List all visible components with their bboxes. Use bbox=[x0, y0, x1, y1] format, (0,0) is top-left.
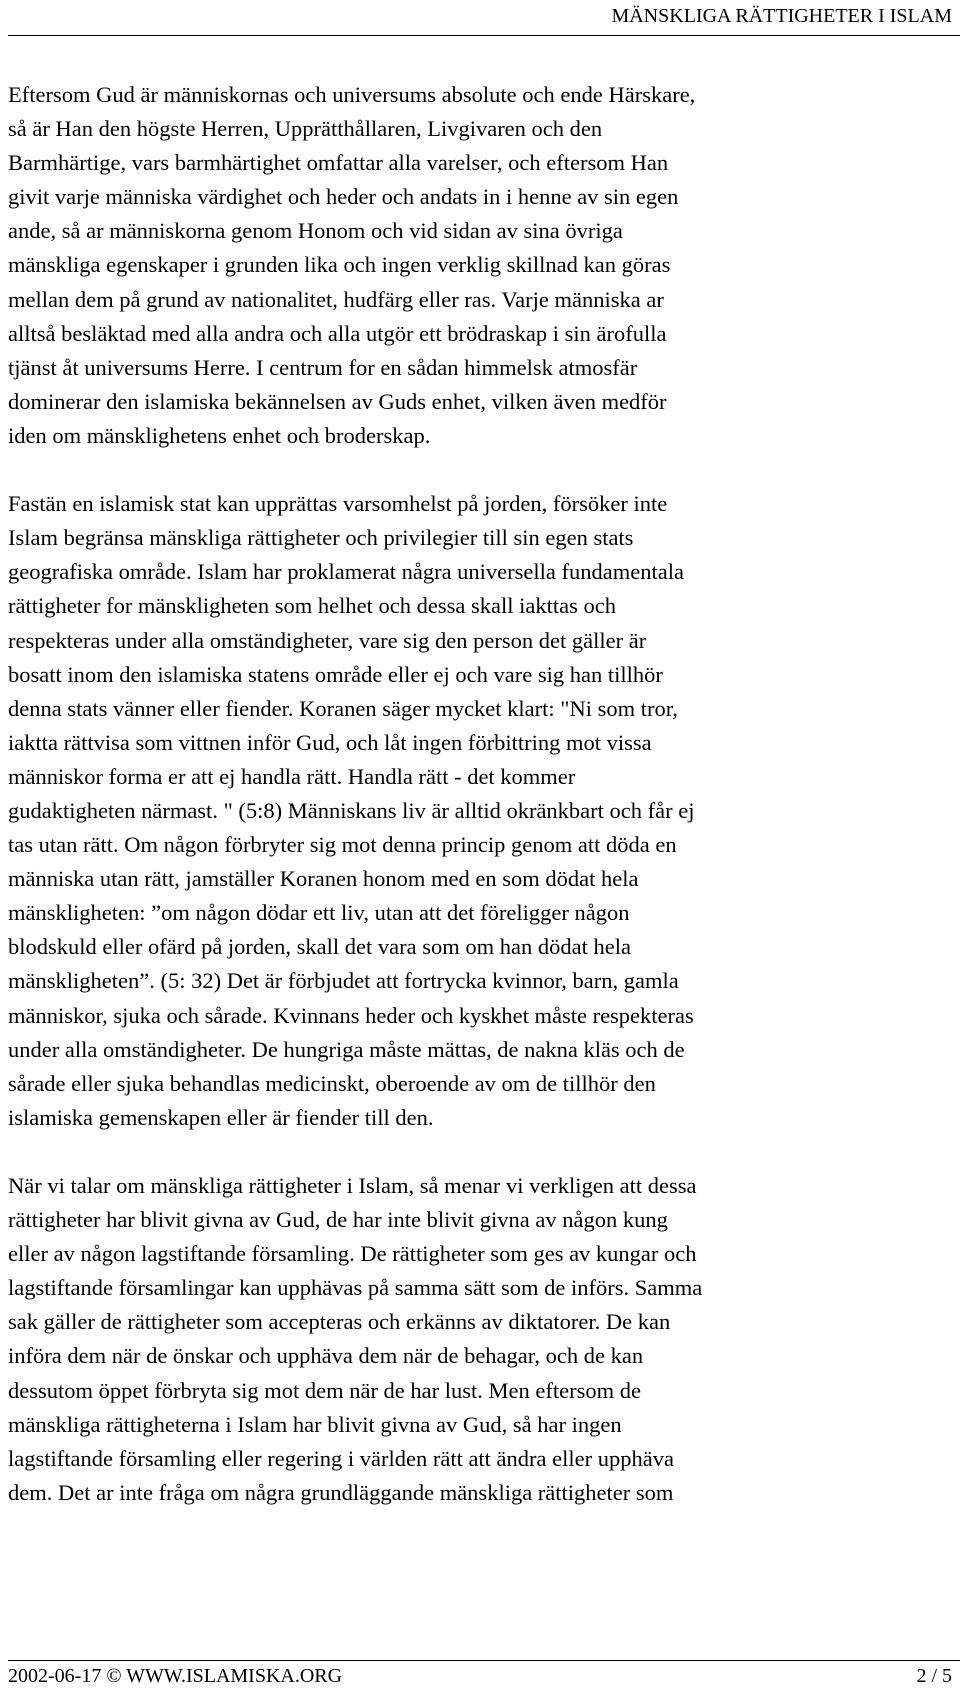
text-line: alltså besläktad med alla andra och alla utgör ett brödraskap i sin ärofulla bbox=[8, 320, 667, 346]
text-line: denna stats vänner eller fiender. Koranen säger mycket klart: "Ni som tror, bbox=[8, 695, 678, 721]
text-line: mänskliga egenskaper i grunden lika och ingen verklig skillnad kan göras bbox=[8, 252, 671, 278]
text-line: iden om mänsklighetens enhet och broderskap. bbox=[8, 422, 431, 448]
document-body bbox=[8, 78, 956, 1544]
text-line: sak gäller de rättigheter som accepteras och erkänns av diktatorer. De kan bbox=[8, 1309, 671, 1335]
text-line: islamiska gemenskapen eller är fiender till den. bbox=[8, 1104, 434, 1130]
text-line: Eftersom Gud är människornas och universums absolute och ende Härskare, bbox=[8, 82, 696, 107]
text-line: dessutom öppet förbryta sig mot dem när de har lust. Men eftersom de bbox=[8, 1377, 641, 1403]
text-line: rättigheter for mänskligheten som helhet och dessa skall iakttas och bbox=[8, 593, 616, 619]
text-line: mänskliga rättigheterna i Islam har blivit givna av Gud, så har ingen bbox=[8, 1411, 622, 1437]
text-line: mänskligheten”. (5: 32) Det är förbjudet att fortrycka kvinnor, barn, gamla bbox=[8, 968, 679, 994]
text-line: människor, sjuka och sårade. Kvinnans heder och kyskhet måste respekteras bbox=[8, 1002, 694, 1028]
text-line: iaktta rättvisa som vittnen inför Gud, och låt ingen förbittring mot vissa bbox=[8, 729, 652, 755]
page-number: 2 / 5 bbox=[916, 1665, 952, 1687]
text-line: rättigheter har blivit givna av Gud, de har inte blivit givna av någon kung bbox=[8, 1207, 668, 1233]
paragraph-3 bbox=[8, 1169, 956, 1510]
page-header bbox=[8, 2, 952, 30]
paragraph-2 bbox=[8, 487, 956, 1135]
text-line: människor forma er att ej handla rätt. Handla rätt - det kommer bbox=[8, 763, 576, 789]
text-line: tjänst åt universums Herre. I centrum for en sådan himmelsk atmosfär bbox=[8, 354, 638, 380]
text-line: bosatt inom den islamiska statens område eller ej och vare sig han tillhör bbox=[8, 661, 663, 687]
text-line: sårade eller sjuka behandlas medicinskt, oberoende av om de tillhör den bbox=[8, 1070, 656, 1096]
text-line: eller av någon lagstiftande församling. De rättigheter som ges av kungar och bbox=[8, 1241, 697, 1267]
text-line: ande, så ar människorna genom Honom och vid sidan av sina övriga bbox=[8, 218, 623, 244]
header-divider bbox=[8, 35, 960, 36]
text-line: människa utan rätt, jamställer Koranen honom med en som dödat hela bbox=[8, 866, 639, 892]
text-line: dominerar den islamiska bekännelsen av Guds enhet, vilken även medför bbox=[8, 388, 667, 414]
running-title: MÄNSKLIGA RÄTTIGHETER I ISLAM bbox=[611, 5, 952, 27]
paragraph-1 bbox=[8, 78, 956, 453]
text-line: givit varje människa värdighet och heder och andats in i henne av sin egen bbox=[8, 184, 679, 210]
text-line: gudaktigheten närmast. " (5:8) Människans liv är alltid okränkbart och får ej bbox=[8, 797, 695, 823]
text-line: införa dem när de önskar och upphäva dem när de behagar, och de kan bbox=[8, 1343, 644, 1369]
text-line: så är Han den högste Herren, Upprätthållaren, Livgivaren och den bbox=[8, 116, 603, 142]
text-line: blodskuld eller ofärd på jorden, skall det vara som om han dödat hela bbox=[8, 934, 631, 960]
text-line: under alla omständigheter. De hungriga måste mättas, de nakna kläs och de bbox=[8, 1036, 685, 1062]
text-line: respekteras under alla omständigheter, vare sig den person det gäller är bbox=[8, 627, 647, 653]
footer-date-source: 2002-06-17 © WWW.ISLAMISKA.ORG bbox=[8, 1665, 343, 1687]
text-line: Barmhärtige, vars barmhärtighet omfattar alla varelser, och eftersom Han bbox=[8, 150, 669, 176]
text-line: tas utan rätt. Om någon förbryter sig mot denna princip genom att döda en bbox=[8, 832, 677, 858]
text-line: Islam begränsa mänskliga rättigheter och privilegier till sin egen stats bbox=[8, 525, 634, 551]
text-line: När vi talar om mänskliga rättigheter i Islam, så menar vi verkligen att dessa bbox=[8, 1173, 697, 1198]
text-line: Fastän en islamisk stat kan upprättas varsomhelst på jorden, försöker inte bbox=[8, 491, 668, 517]
text-line: mellan dem på grund av nationalitet, hudfärg eller ras. Varje människa ar bbox=[8, 286, 664, 312]
text-line: lagstiftande församling eller regering i världen rätt att ändra eller upphäva bbox=[8, 1445, 674, 1471]
text-line: geografiska område. Islam har proklamerat några universella fundamentala bbox=[8, 559, 684, 585]
page-footer bbox=[8, 1661, 952, 1692]
text-line: dem. Det ar inte fråga om några grundläggande mänskliga rättigheter som bbox=[8, 1479, 674, 1505]
text-line: lagstiftande församlingar kan upphävas på samma sätt som de införs. Samma bbox=[8, 1275, 703, 1301]
text-line: mänskligheten: ”om någon dödar ett liv, utan att det föreligger någon bbox=[8, 900, 630, 926]
